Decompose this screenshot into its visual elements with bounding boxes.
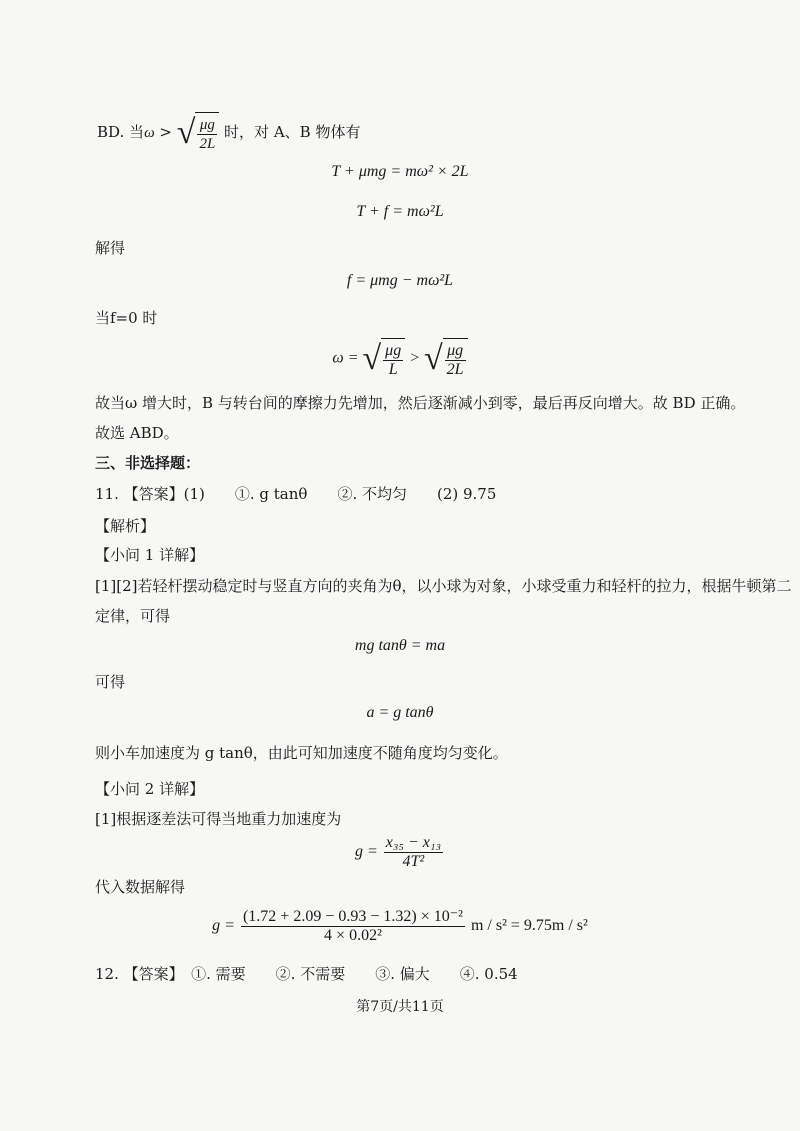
sub-question-2-heading: 【小问 2 详解】 <box>95 780 205 798</box>
p1-conclusion: 则小车加速度为 g tanθ，由此可知加速度不随角度均匀变化。 <box>95 744 508 762</box>
bd-intro-line <box>97 112 360 154</box>
equation-3: f = μmg − mω²L <box>346 272 454 289</box>
eq7-num: x₃₅ − x₁₃ <box>385 833 442 851</box>
eq7-den: 4T² <box>402 852 425 870</box>
eq8-den: 4 × 0.02² <box>324 926 382 944</box>
eq4-num1: μg <box>385 341 402 359</box>
equation-6: a = g tanθ <box>366 704 434 721</box>
section-3-heading: 三、非选择题： <box>95 454 201 472</box>
p2-line-1: [1]根据逐差法可得当地重力加速度为 <box>95 810 342 828</box>
jiexi-label: 【解析】 <box>95 517 156 535</box>
eq4-lhs: ω = <box>332 349 363 367</box>
eq4-num2: μg <box>445 342 466 361</box>
equation-7 <box>0 832 800 872</box>
sqrt-expression: √ $\frac{\mu g}{2L}$ <box>177 112 220 154</box>
equation-8 <box>0 906 800 946</box>
eq4-sqrt-1: √ $\frac{\mu g}{L}$ <box>363 338 406 380</box>
equation-5: mg tanθ = ma <box>354 637 446 654</box>
eq4-den2: 2L <box>446 360 464 378</box>
eq4-gt: > <box>405 349 424 367</box>
omega-symbol: ω <box>144 125 155 141</box>
p1-line-1: [1][2]若轻杆摆动稳定时与竖直方向的夹角为θ，以小球为对象，小球受重力和轻杆的拉力，根据牛顿第二 <box>95 577 792 595</box>
sqrt-numerator: μg <box>197 116 217 135</box>
when-f0-label: 当f=0 时 <box>95 309 158 327</box>
eq8-lhs: g = <box>212 917 239 934</box>
equation-2: T + f = mω²L <box>356 203 444 220</box>
q11-answer: 11. 【答案】(1) ①. g tanθ ②. 不均匀 (2) 9.75 <box>95 485 497 503</box>
equation-1: T + μmg = mω² × 2L <box>331 163 469 180</box>
q12-answer: 12. 【答案】 ①. 需要 ②. 不需要 ③. 偏大 ④. 0.54 <box>95 965 518 983</box>
kede-label: 可得 <box>95 673 126 691</box>
p1-line-2: 定律，可得 <box>95 607 171 625</box>
sqrt-denominator: 2L <box>199 136 216 153</box>
eq4-sqrt-2: √ $\frac{\mu g}{2L}$ <box>424 338 468 380</box>
equation-4 <box>0 338 800 380</box>
bd-lead: BD. 当 <box>97 123 145 141</box>
choose-text: 故选 ABD。 <box>95 424 179 442</box>
conclusion-text: 故当ω 增大时，B 与转台间的摩擦力先增加，然后逐渐减小到零，最后再反向增大。故 BD 正确。 <box>95 394 746 412</box>
eq8-num: (1.72 + 2.09 − 0.93 − 1.32) × 10⁻² <box>242 907 463 925</box>
bd-tail: 时，对 A、B 物体有 <box>219 123 361 141</box>
gt-symbol: > <box>154 123 177 141</box>
sub-question-1-heading: 【小问 1 详解】 <box>95 546 205 564</box>
page-footer: 第7页/共11页 <box>356 999 444 1015</box>
eq4-den1: L <box>388 360 398 378</box>
eq8-rhs: m / s² = 9.75m / s² <box>466 917 588 934</box>
daishu-label: 代入数据解得 <box>95 878 186 896</box>
eq7-lhs: g = <box>354 843 382 860</box>
jiede-label: 解得 <box>95 239 126 257</box>
